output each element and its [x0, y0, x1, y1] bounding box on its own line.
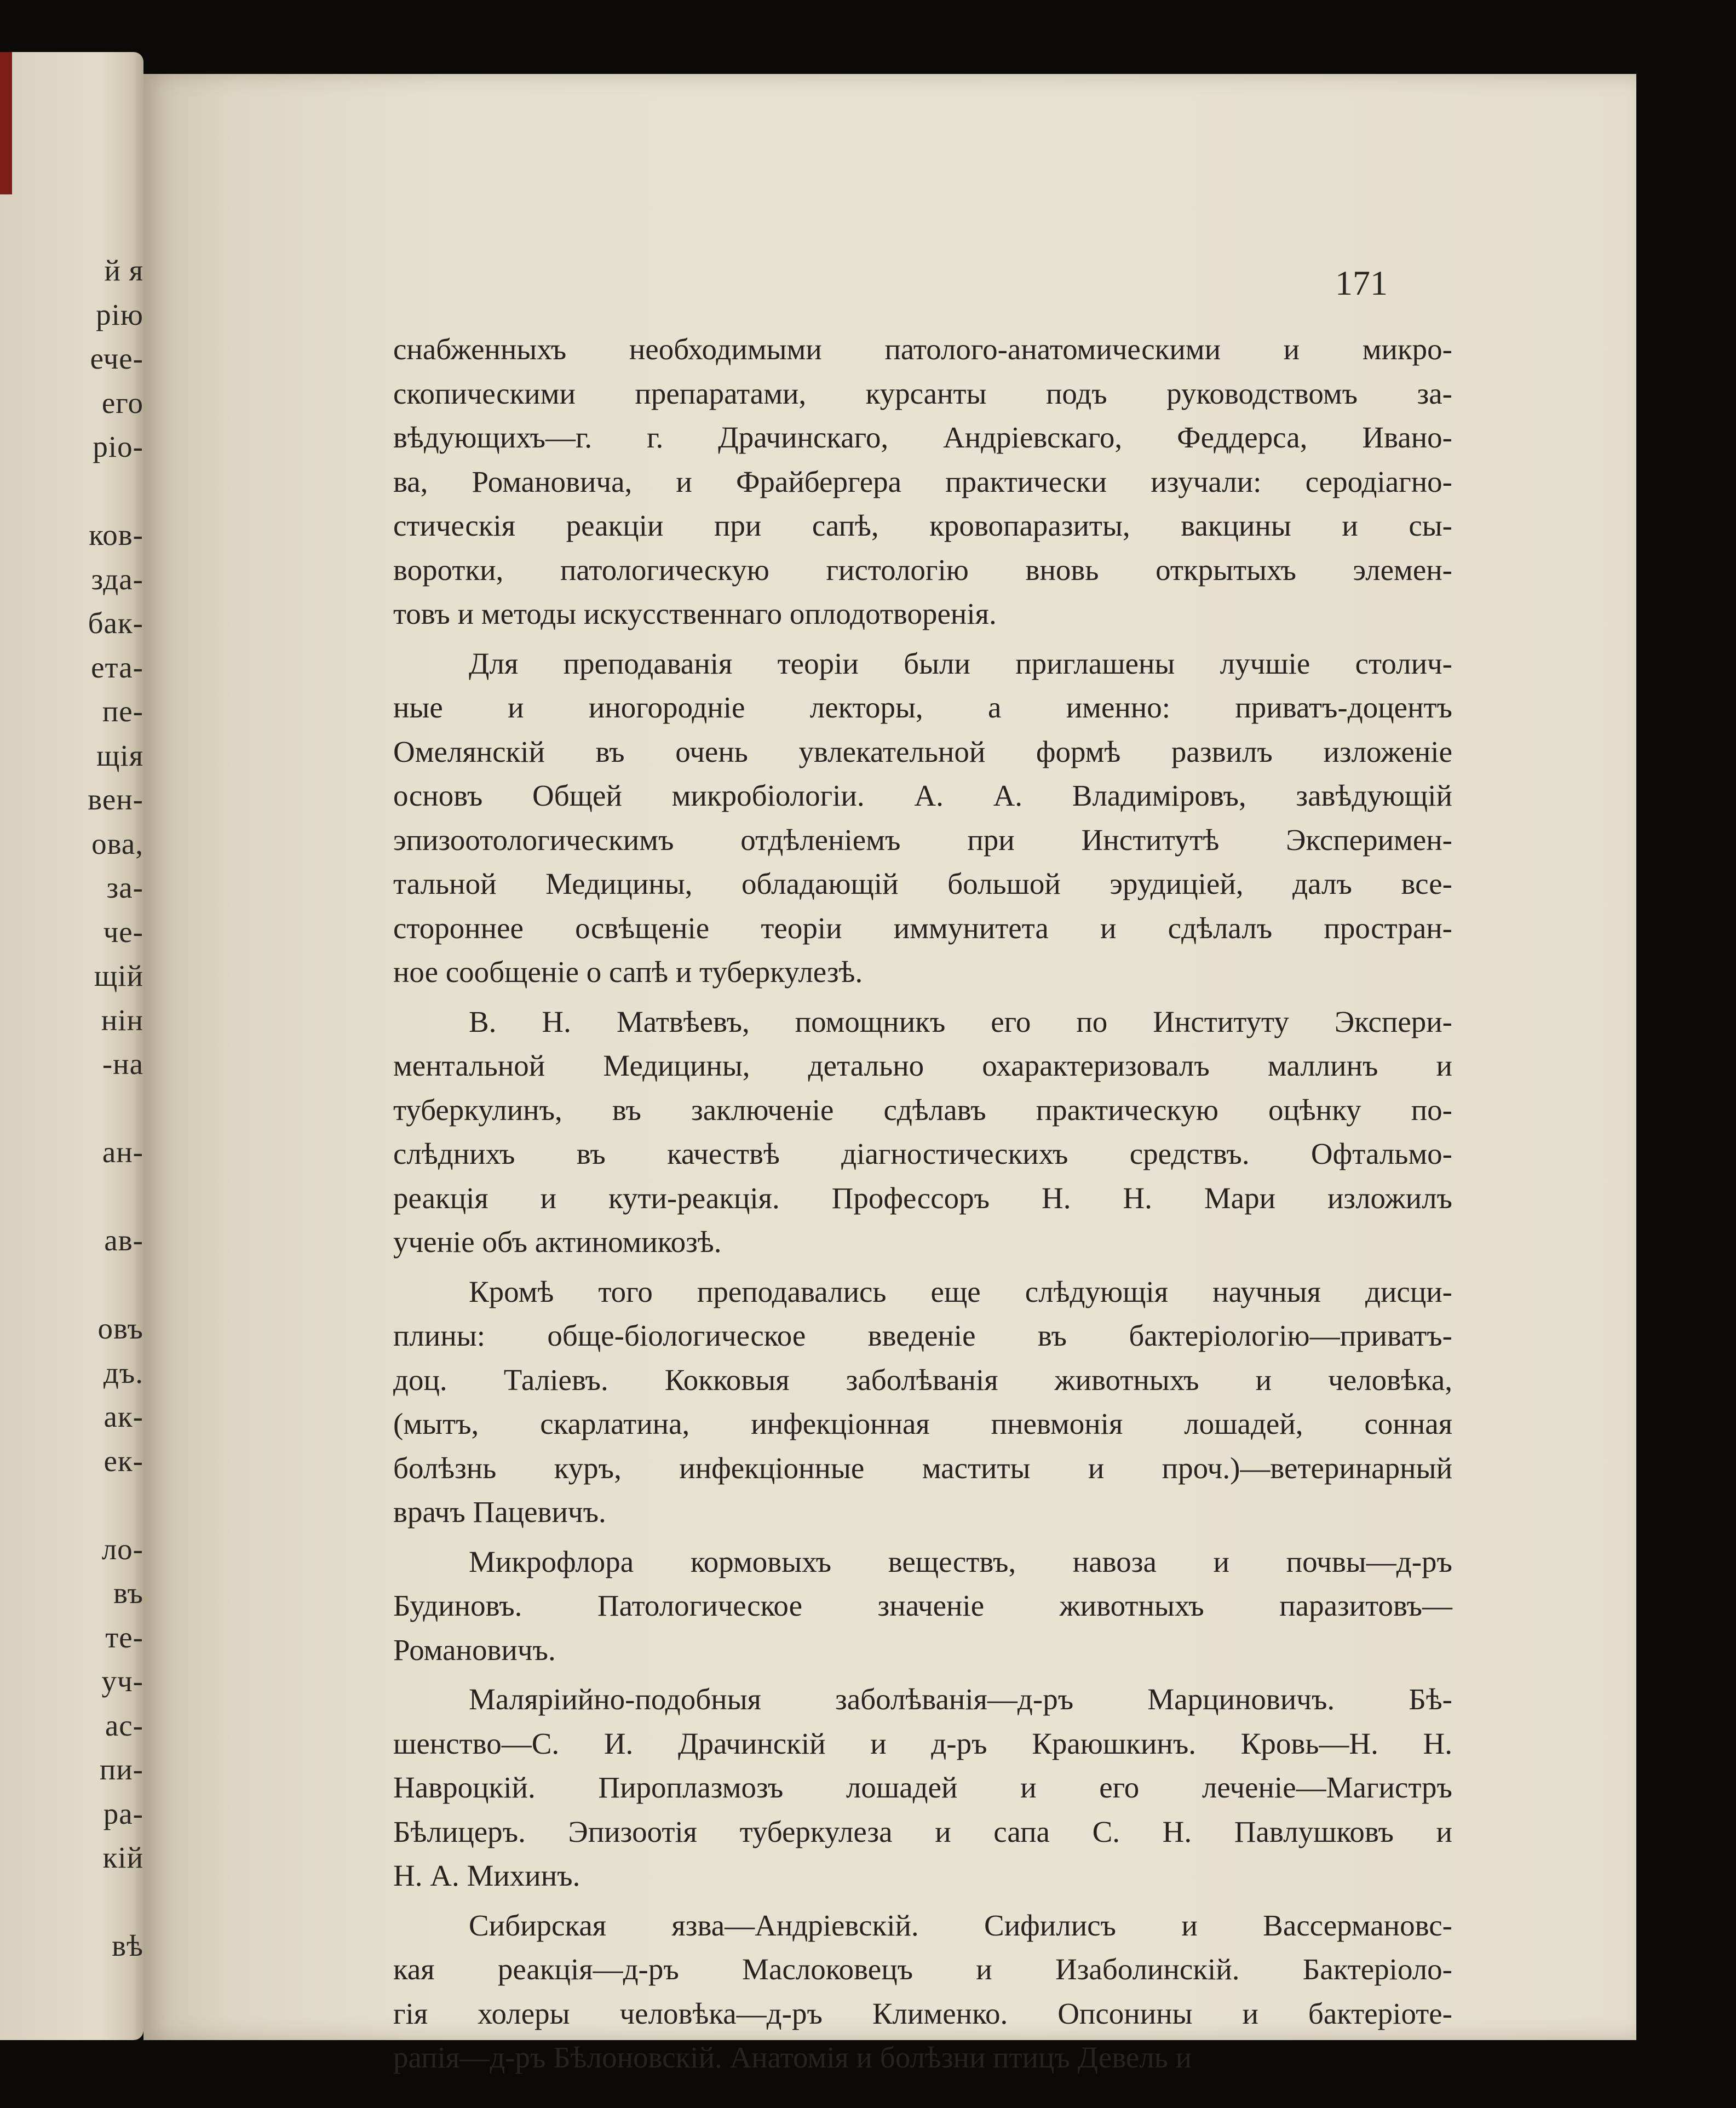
text-line: Микрофлора кормовыхъ веществъ, навоза и почвы—д-ръ	[469, 1544, 1452, 1578]
text-line: стороннее освѣщеніе теоріи иммунитета и сдѣлалъ простран-	[393, 911, 1452, 945]
left-page-fragment: пи-	[99, 1753, 143, 1786]
left-page-fragment: рію	[96, 297, 143, 331]
left-page-fragment: ав-	[104, 1224, 143, 1257]
left-page-text-fragments	[0, 52, 143, 2040]
text-line: Будиновъ. Патологическое значеніе животныхъ паразитовъ—	[393, 1589, 1452, 1622]
text-line: В. Н. Матвѣевъ, помощникъ его по Институту Экспери-	[469, 1004, 1452, 1038]
paragraph	[393, 1678, 1452, 1898]
text-line: Для преподаванія теоріи были приглашены лучшіе столич-	[469, 646, 1452, 680]
left-page-fragment: нін	[101, 1003, 143, 1037]
text-line: воротки, патологическую гистологію вновь открытыхъ элемен-	[393, 553, 1452, 587]
left-page-fragment: ас-	[105, 1708, 143, 1742]
paragraph	[393, 328, 1452, 636]
text-line: Омелянскій въ очень увлекательной формѣ развилъ изложеніе	[393, 734, 1452, 768]
text-line: стическія реакціи при сапѣ, кровопаразиты, вакцины и сы-	[393, 509, 1452, 542]
text-line: Романовичъ.	[393, 1633, 556, 1667]
text-line: шенство—С. И. Драчинскій и д-ръ Краюшкинъ. Кровь—Н. Н.	[393, 1726, 1452, 1760]
text-line: ва, Романовича, и Фрайбергера практически изучали: серодіагно-	[393, 464, 1452, 498]
text-line: врачъ Пацевичъ.	[393, 1495, 606, 1529]
left-page-fragment: овъ	[97, 1312, 143, 1345]
text-line: товъ и методы искусственнаго оплодотворенія.	[393, 597, 997, 630]
text-line: Навроцкій. Пироплазмозъ лошадей и его леченіе—Магистръ	[393, 1771, 1452, 1804]
left-page-fragment: пе-	[102, 694, 143, 728]
text-line: Н. А. Михинъ.	[393, 1859, 580, 1892]
left-page-fragment: кій	[102, 1841, 143, 1874]
page-number: 171	[1335, 263, 1388, 302]
left-page-fragment: че-	[103, 915, 143, 949]
left-page-fragment: дъ.	[103, 1355, 143, 1389]
left-page-fragment: его	[101, 386, 143, 420]
left-page-fragment: ріо-	[93, 430, 143, 463]
left-page-fragment: ече-	[90, 342, 143, 375]
text-line: болѣзнь куръ, инфекціонные маститы и проч.)—ветеринарный	[393, 1451, 1452, 1485]
text-line: реакція и кути-реакція. Профессоръ Н. Н. Мари изложилъ	[393, 1181, 1452, 1215]
book-page	[143, 74, 1636, 2074]
left-page-fragment: ан-	[102, 1135, 143, 1169]
left-page-fragment: ков-	[89, 518, 143, 552]
book-spine-edge	[0, 52, 12, 194]
text-line: вѣдующихъ—г. г. Драчинскаго, Андріевскаго, Феддерса, Ивано-	[393, 421, 1452, 454]
text-line: основъ Общей микробіологіи. А. А. Владиміровъ, завѣдующій	[393, 779, 1452, 812]
left-page-fragment: те-	[105, 1620, 143, 1654]
left-page-fragment: ра-	[103, 1796, 143, 1830]
left-page-edge	[0, 52, 143, 2040]
text-line: ученіе объ актиномикозѣ.	[393, 1225, 722, 1259]
paragraph	[393, 642, 1452, 995]
text-line: рапія—д-ръ Бѣлоновскій. Анатомія и болѣзни птицъ Девель и	[393, 2041, 1192, 2074]
text-line: скопическими препаратами, курсанты подъ руководствомъ за-	[393, 376, 1452, 410]
text-line: Бѣлицеръ. Эпизоотія туберкулеза и сапа С. Н. Павлушковъ и	[393, 1814, 1452, 1848]
left-page-fragment: -на	[102, 1047, 143, 1081]
text-line: гія холеры человѣка—д-ръ Клименко. Опсонины и бактеріоте-	[393, 1996, 1452, 2030]
text-line: доц. Таліевъ. Кокковыя заболѣванія животныхъ и человѣка,	[393, 1363, 1452, 1397]
paragraph	[393, 1000, 1452, 1265]
left-page-fragment: ета-	[91, 650, 143, 684]
text-line: плины: обще-біологическое введеніе въ бактеріологію—приватъ-	[393, 1319, 1452, 1352]
text-line: слѣднихъ въ качествѣ діагностическихъ средствъ. Офтальмо-	[393, 1137, 1452, 1170]
left-page-fragment: ек-	[104, 1444, 143, 1478]
page-body-text	[393, 328, 1452, 2086]
left-page-fragment: ло-	[101, 1532, 143, 1566]
text-line: туберкулинъ, въ заключеніе сдѣлавъ практическую оцѣнку по-	[393, 1093, 1452, 1127]
left-page-fragment: вѣ	[112, 1929, 143, 1962]
text-line: Маляріийно-подобныя заболѣванія—д-ръ Марциновичъ. Бѣ-	[469, 1682, 1452, 1716]
text-line: ное сообщеніе о сапѣ и туберкулезѣ.	[393, 955, 863, 989]
left-page-fragment: щія	[96, 738, 143, 772]
text-line: (мытъ, скарлатина, инфекціонная пневмонія лошадей, сонная	[393, 1407, 1452, 1440]
left-page-fragment: уч-	[101, 1664, 143, 1698]
text-line: снабженныхъ необходимыми патолого-анатомическими и микро-	[393, 332, 1452, 366]
paragraph	[393, 1904, 1452, 2080]
left-page-fragment: въ	[113, 1576, 143, 1610]
left-page-fragment: щій	[94, 959, 143, 992]
text-line: кая реакція—д-ръ Маслоковецъ и Изаболинскій. Бактеріоло-	[393, 1952, 1452, 1986]
text-line: эпизоотологическимъ отдѣленіемъ при Институтѣ Эксперимен-	[393, 823, 1452, 857]
left-page-fragment: ак-	[104, 1400, 143, 1433]
text-line: тальной Медицины, обладающій большой эрудиціей, далъ все-	[393, 867, 1452, 900]
paragraph	[393, 1540, 1452, 1673]
text-line: ные и иногородніе лекторы, а именно: приватъ-доцентъ	[393, 691, 1452, 724]
left-page-fragment: ова,	[91, 826, 143, 860]
paragraph	[393, 1270, 1452, 1535]
text-line: Кромѣ того преподавались еще слѣдующія научныя дисци-	[469, 1274, 1452, 1308]
left-page-fragment: й я	[104, 254, 143, 287]
left-page-fragment: за-	[106, 871, 143, 904]
left-page-fragment: бак-	[88, 606, 143, 640]
left-page-fragment: вен-	[88, 783, 143, 816]
text-line: ментальной Медицины, детально охарактеризовалъ маллинъ и	[393, 1049, 1452, 1082]
text-line: Сибирская язва—Андріевскій. Сифилисъ и Вассермановс-	[469, 1908, 1452, 1942]
left-page-fragment: зда-	[91, 562, 143, 596]
